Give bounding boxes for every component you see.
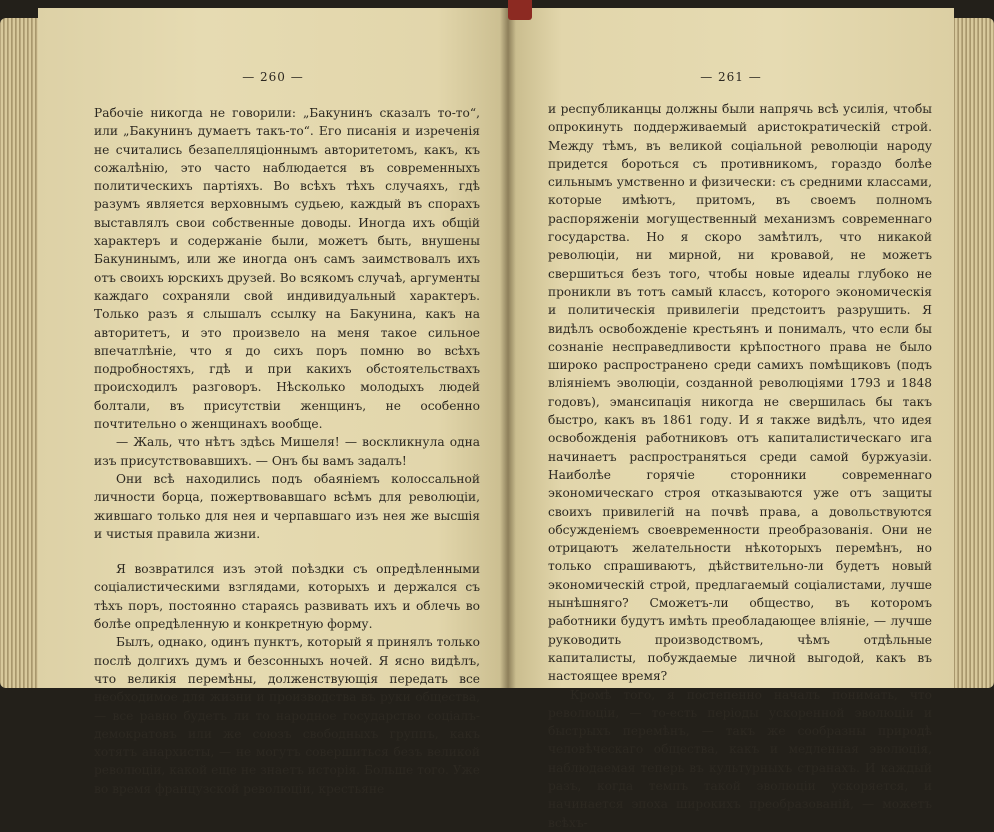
bookmark-ribbon [508,0,532,20]
left-page-text [94,104,480,798]
page-number-right: — 261 — [700,70,762,84]
paragraph: Я возвратился изъ этой поѣздки съ опредѣленными соціалистическими взглядами, которыхъ и держался съ тѣхъ поръ, постоянно стараясь развивать ихъ и облечь во болѣе опредѣленную и конкретную форму. [94,562,480,632]
left-page [38,8,508,796]
paragraph: и республиканцы должны были напрячь всѣ усилія, чтобы опрокинуть поддерживаемый аристократическій строй. Между тѣмъ, въ великой соціальной революціи народу придется бороться съ противникомъ, гораздо болѣе сильнымъ умственно и физически: съ средними классами, которые имѣютъ, притомъ, въ своемъ полномъ распоряженіи могущественный механизмъ современнаго государства. Но я скоро замѣтилъ, что никакой революціи, ни мирной, ни кровавой, не можетъ свершиться безъ того, чтобы новые идеалы глубоко не проникли въ тотъ самый классъ, которого экономическія и политическія привилегіи предстоитъ разрушить. Я видѣлъ освобожденіе крестьянъ и понималъ, что если бы сознаніе несправедливости крѣпостного права не было широко распространено среди самихъ помѣщиковъ (подъ вліяніемъ эволюціи, созданной революціями 1793 и 1848 годовъ), эмансипація никогда не свершилась бы такъ быстро, какъ въ 1861 году. И я также видѣлъ, что идея освобожденія работниковъ отъ капиталистическаго ига начинаетъ распространяться среди самой буржуазіи. Наиболѣе горячіе сторонники современнаго экономическаго строя отказываются уже отъ защиты своихъ привилегій на почвѣ права, а довольствуются обсужденіемъ своевременности преобразованія. Они не отрицаютъ желательности нѣкоторыхъ перемѣнъ, но только спрашиваютъ, дѣйствительно-ли будетъ новый экономическій строй, предлагаемый соціалистами, лучше нынѣшняго? Сможетъ-ли общество, въ которомъ работники будутъ имѣть преобладающее вліяніе, — лучше руководить производствомъ, чѣмъ отдѣльные капиталисты, побуждаемые личной выгодой, какъ въ настоящее время? [548,102,932,684]
paragraph: Былъ, однако, одинъ пунктъ, который я принялъ только послѣ долгихъ думъ и безсонныхъ ночей. Я ясно видѣлъ, что великія перемѣны, долженствующія передать все необходимое для жизни и производства въ руки общества, — все равно будетъ ли то народное государство соціалъ-демократовъ или же союзъ свободныхъ группъ, какъ хотятъ анархисты, — не могутъ совершиться безъ великой революціи, какой еще не знаетъ исторія. Больше того. Уже во время французской революціи, крестьяне [94,635,480,796]
book-gutter [500,8,516,688]
paragraph: — Жаль, что нѣтъ здѣсь Мишеля! — воскликнула одна изъ присутствовавшихъ. — Онъ бы вамъ задалъ! [94,435,480,468]
page-edges-right [954,18,994,688]
page-number-left: — 260 — [242,70,304,84]
paragraph: Они всѣ находились подъ обаяніемъ колоссальной личности борца, пожертвовавшаго всѣмъ для революціи, жившаго только для нея и черпавшаго изъ нея же высшія и чистыя правила жизни. [94,471,480,541]
page-edges-left [0,18,38,688]
paragraph: Кромѣ того, я постепенно началъ понимать, что революціи, — то-есть періоды ускоренной эволюціи и быстрыхъ перемѣнъ, — такъ же сообразны природѣ человѣческаго общества, какъ и медленная эволюція, наблюдаемая теперь въ культурныхъ странахъ. И каждый разъ, когда темпъ такой эволюціи ускоряется, и начинается эпоха широкихъ преобразованій, — можетъ всѣхъ- [548,687,932,830]
right-page [508,8,954,830]
right-page-text [548,100,932,832]
paragraph: Рабочіе никогда не говорили: „Бакунинъ сказалъ то-то“, или „Бакунинъ думаетъ такъ-то“. Его писанія и изреченія не считались безапелляціоннымъ авторитетомъ, какъ, къ сожалѣнію, это часто наблюдается въ современныхъ политическихъ партіяхъ. Во всѣхъ тѣхъ случаяхъ, гдѣ разумъ является верховнымъ судьею, каждый въ спорахъ выставлялъ свои собственные доводы. Иногда ихъ общій характеръ и содержаніе были, можетъ быть, внушены Бакунинымъ, или же иногда онъ самъ заимствовалъ ихъ отъ своихъ юрскихъ друзей. Во всякомъ случаѣ, аргументы каждаго сохраняли свой индивидуальный характеръ. Только разъ я слышалъ ссылку на Бакунина, какъ на авторитетъ, и это произвело на меня такое сильное впечатлѣніе, что я до сихъ поръ помню во всѣхъ подробностяхъ, гдѣ и при какихъ обстоятельствахъ происходилъ разговоръ. Нѣсколько молодыхъ людей болтали, въ присутствіи женщинъ, не особенно почтительно о женщинахъ вообще. [94,106,480,432]
